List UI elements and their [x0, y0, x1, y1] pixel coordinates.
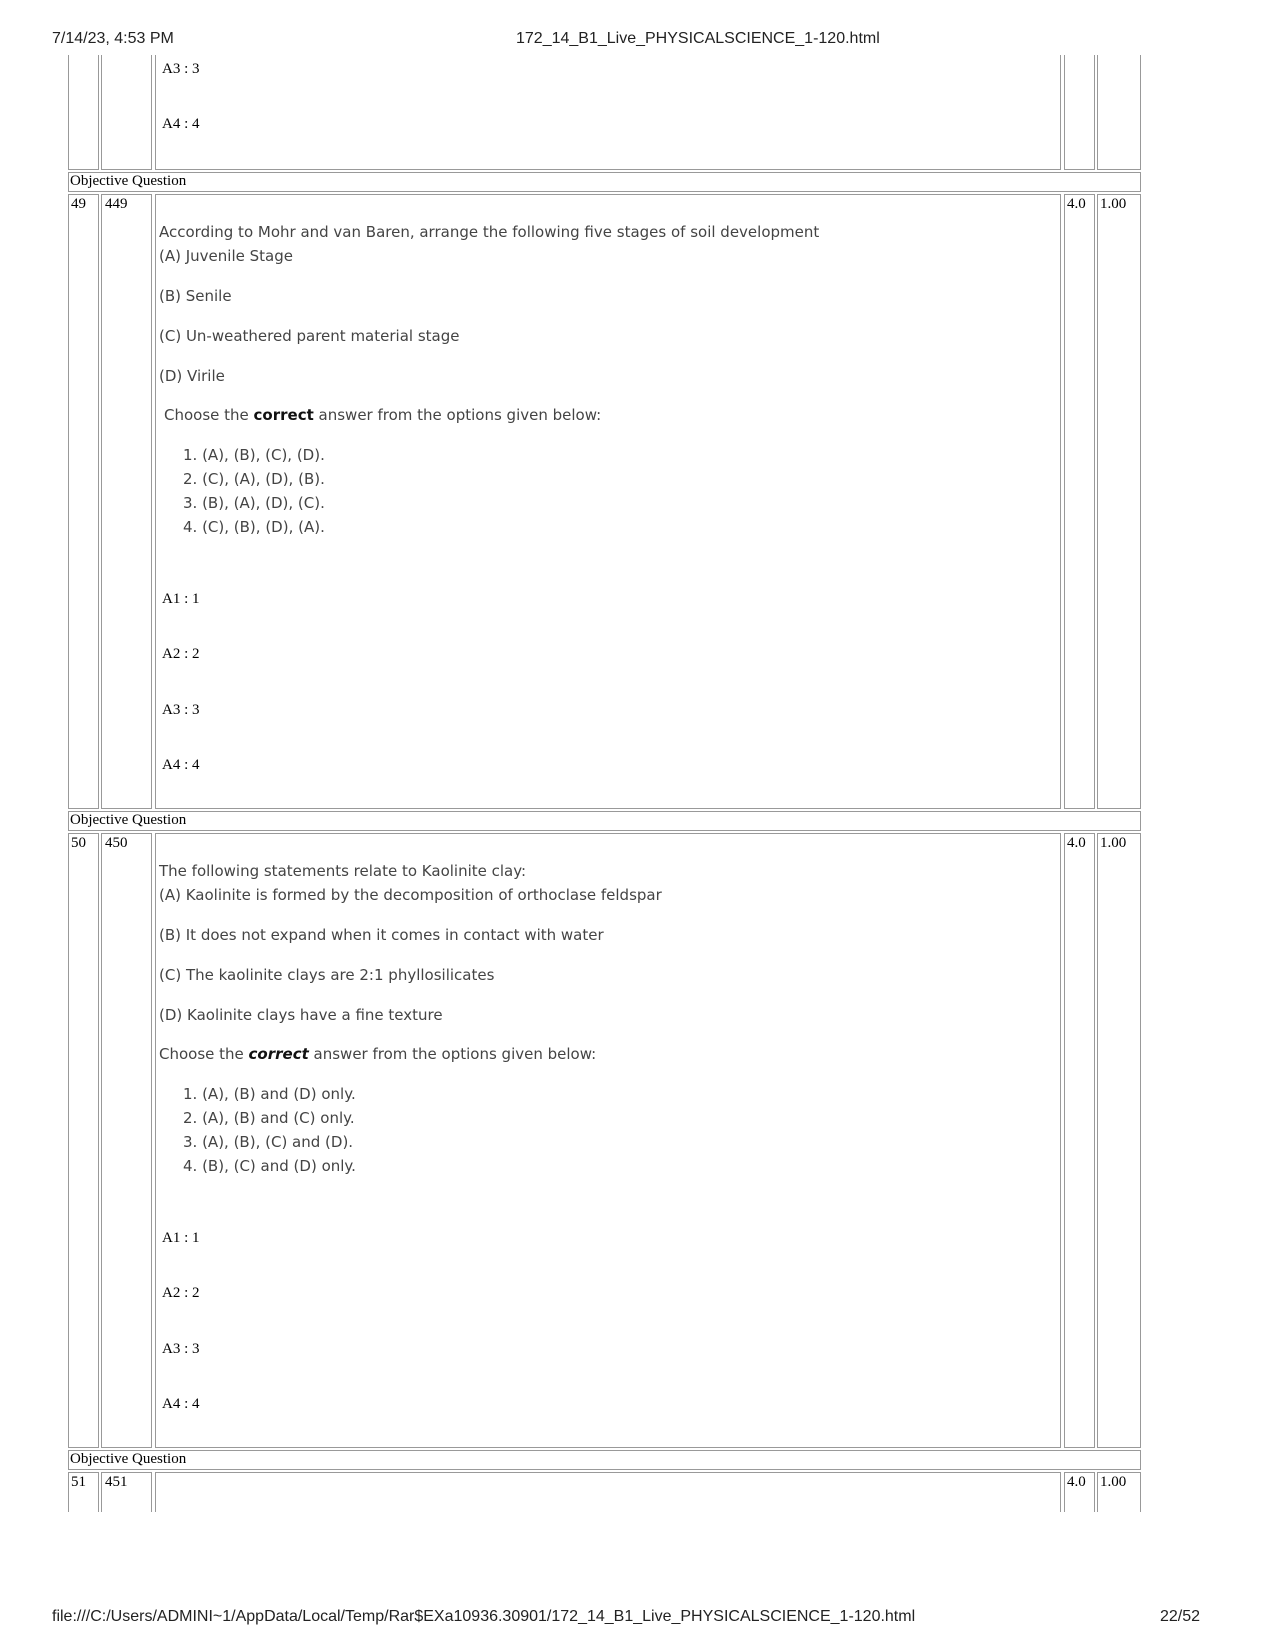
serial-cell	[68, 1472, 99, 1512]
question-cell	[155, 1472, 1061, 1512]
serial-number: 50	[71, 835, 86, 851]
instruction: Choose the correct answer from the options given below:	[159, 1045, 597, 1063]
question-id-cell	[101, 833, 152, 1448]
answer-option: A3 : 3	[162, 1341, 200, 1357]
option-item: 1. (A), (B) and (D) only.	[183, 1085, 356, 1103]
option-item: 1. (A), (B), (C), (D).	[183, 446, 325, 464]
question-id-cell	[101, 194, 152, 809]
answer-option: A2 : 2	[162, 1285, 200, 1301]
answer-option: A1 : 1	[162, 591, 200, 607]
question-cell	[155, 55, 1061, 170]
option-item: 2. (C), (A), (D), (B).	[183, 470, 325, 488]
section-label-row	[68, 172, 1141, 192]
marks-value: 4.0	[1067, 196, 1086, 212]
negative-marks-value: 1.00	[1100, 835, 1127, 851]
table-cell	[101, 55, 152, 170]
answer-option: A4 : 4	[162, 116, 200, 132]
answer-option: A2 : 2	[162, 646, 200, 662]
print-title: 172_14_B1_Live_PHYSICALSCIENCE_1-120.html	[516, 30, 880, 47]
question-id: 450	[105, 835, 128, 851]
print-page-number: 22/52	[1160, 1608, 1201, 1625]
negative-marks-cell	[1097, 1472, 1141, 1512]
statement: (C) The kaolinite clays are 2:1 phyllosilicates	[159, 966, 495, 984]
question-cell	[155, 833, 1061, 1448]
answer-option: A3 : 3	[162, 61, 200, 77]
negative-marks-value: 1.00	[1100, 196, 1127, 212]
instruction: Choose the correct answer from the options given below:	[164, 406, 602, 424]
serial-number: 51	[71, 1474, 86, 1490]
section-label-row	[68, 1450, 1141, 1470]
question-id: 451	[105, 1474, 128, 1490]
question-cell	[155, 194, 1061, 809]
marks-value: 4.0	[1067, 835, 1086, 851]
section-label: Objective Question	[70, 1451, 187, 1467]
question-stem: The following statements relate to Kaolinite clay:	[159, 862, 527, 880]
answer-option: A4 : 4	[162, 1396, 200, 1412]
option-item: 3. (B), (A), (D), (C).	[183, 494, 325, 512]
serial-cell	[68, 194, 99, 809]
option-item: 4. (B), (C) and (D) only.	[183, 1157, 356, 1175]
marks-cell	[1064, 194, 1095, 809]
option-item: 3. (A), (B), (C) and (D).	[183, 1133, 354, 1151]
table-cell	[1064, 55, 1095, 170]
negative-marks-value: 1.00	[1100, 1474, 1127, 1490]
print-datetime: 7/14/23, 4:53 PM	[52, 30, 174, 47]
marks-cell	[1064, 833, 1095, 1448]
statement: (D) Virile	[159, 367, 225, 385]
statement: (D) Kaolinite clays have a fine texture	[159, 1006, 443, 1024]
answer-option: A4 : 4	[162, 757, 200, 773]
statement: (A) Kaolinite is formed by the decomposition of orthoclase feldspar	[159, 886, 662, 904]
statement: (A) Juvenile Stage	[159, 247, 293, 265]
option-item: 4. (C), (B), (D), (A).	[183, 518, 325, 536]
section-label: Objective Question	[70, 173, 187, 189]
answer-option: A3 : 3	[162, 702, 200, 718]
question-stem: According to Mohr and van Baren, arrange the following five stages of soil development	[159, 223, 820, 241]
statement: (B) It does not expand when it comes in contact with water	[159, 926, 604, 944]
print-file-path: file:///C:/Users/ADMINI~1/AppData/Local/Temp/Rar$EXa10936.30901/172_14_B1_Live_PHYSICALSCIENCE_1-120.html	[52, 1608, 916, 1625]
table-cell	[1097, 55, 1141, 170]
marks-cell	[1064, 1472, 1095, 1512]
question-id: 449	[105, 196, 128, 212]
table-cell	[68, 55, 99, 170]
answer-option: A1 : 1	[162, 1230, 200, 1246]
section-label: Objective Question	[70, 812, 187, 828]
statement: (B) Senile	[159, 287, 232, 305]
negative-marks-cell	[1097, 194, 1141, 809]
marks-value: 4.0	[1067, 1474, 1086, 1490]
statement: (C) Un-weathered parent material stage	[159, 327, 460, 345]
section-label-row	[68, 811, 1141, 831]
serial-number: 49	[71, 196, 86, 212]
option-item: 2. (A), (B) and (C) only.	[183, 1109, 355, 1127]
question-id-cell	[101, 1472, 152, 1512]
negative-marks-cell	[1097, 833, 1141, 1448]
serial-cell	[68, 833, 99, 1448]
